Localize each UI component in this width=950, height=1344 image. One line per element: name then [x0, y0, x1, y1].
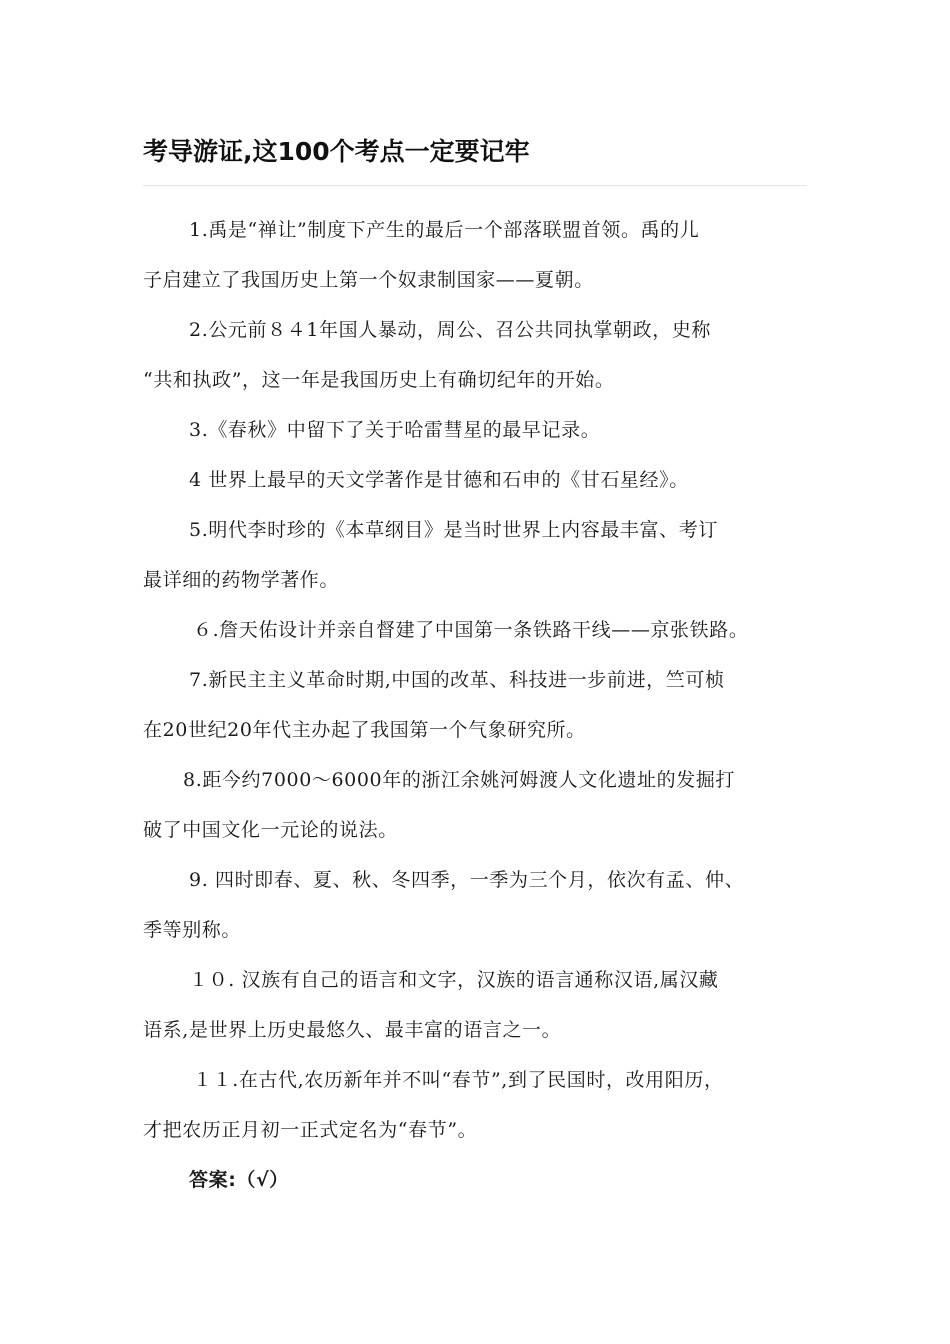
paragraph-line: ６.詹天佑设计并亲自督建了中国第一条铁路干线——京张铁路。 [193, 619, 749, 641]
paragraph-line: １０. 汉族有自己的语言和文字，汉族的语言通称汉语,属汉藏 [189, 969, 719, 991]
paragraph-line: 语系,是世界上历史最悠久、最丰富的语言之一。 [143, 1019, 562, 1041]
paragraph-line: 4 世界上最早的天文学著作是甘德和石申的《甘石星经》。 [189, 469, 689, 491]
paragraph-line: 才把农历正月初一正式定名为“春节”。 [143, 1119, 478, 1141]
paragraph-line: 8.距今约7000～6000年的浙江余姚河姆渡人文化遗址的发掘打 [183, 769, 736, 791]
paragraph-line: 破了中国文化一元论的说法。 [143, 819, 398, 841]
paragraph-line: 在20世纪20年代主办起了我国第一个气象研究所。 [143, 719, 586, 741]
document-body [143, 205, 813, 1205]
paragraph-line: 季等别称。 [143, 919, 242, 941]
paragraph-line: 9. 四时即春、夏、秋、冬四季，一季为三个月，依次有孟、仲、 [189, 869, 745, 891]
answer-line: 答案:（√） [189, 1169, 289, 1191]
page-title: 考导游证,这100个考点一定要记牢 [143, 137, 530, 166]
paragraph-line: 2.公元前８４1年国人暴动，周公、召公共同执掌朝政，史称 [189, 319, 712, 341]
paragraph-line: 最详细的药物学著作。 [143, 569, 340, 591]
paragraph-line: １１.在古代,农历新年并不叫“春节”,到了民国时，改用阳历， [193, 1069, 724, 1091]
title-divider [143, 185, 807, 186]
paragraph-line: 子启建立了我国历史上第一个奴隶制国家——夏朝。 [143, 269, 594, 291]
paragraph-line: 1.禹是“禅让”制度下产生的最后一个部落联盟首领。禹的儿 [189, 219, 700, 241]
paragraph-line: 3.《春秋》中留下了关于哈雷彗星的最早记录。 [189, 419, 601, 441]
paragraph-line: “共和执政”，这一年是我国历史上有确切纪年的开始。 [143, 369, 615, 391]
paragraph-line: 5.明代李时珍的《本草纲目》是当时世界上内容最丰富、考订 [189, 519, 718, 541]
paragraph-line: 7.新民主主义革命时期,中国的改革、科技进一步前进，竺可桢 [189, 669, 725, 691]
